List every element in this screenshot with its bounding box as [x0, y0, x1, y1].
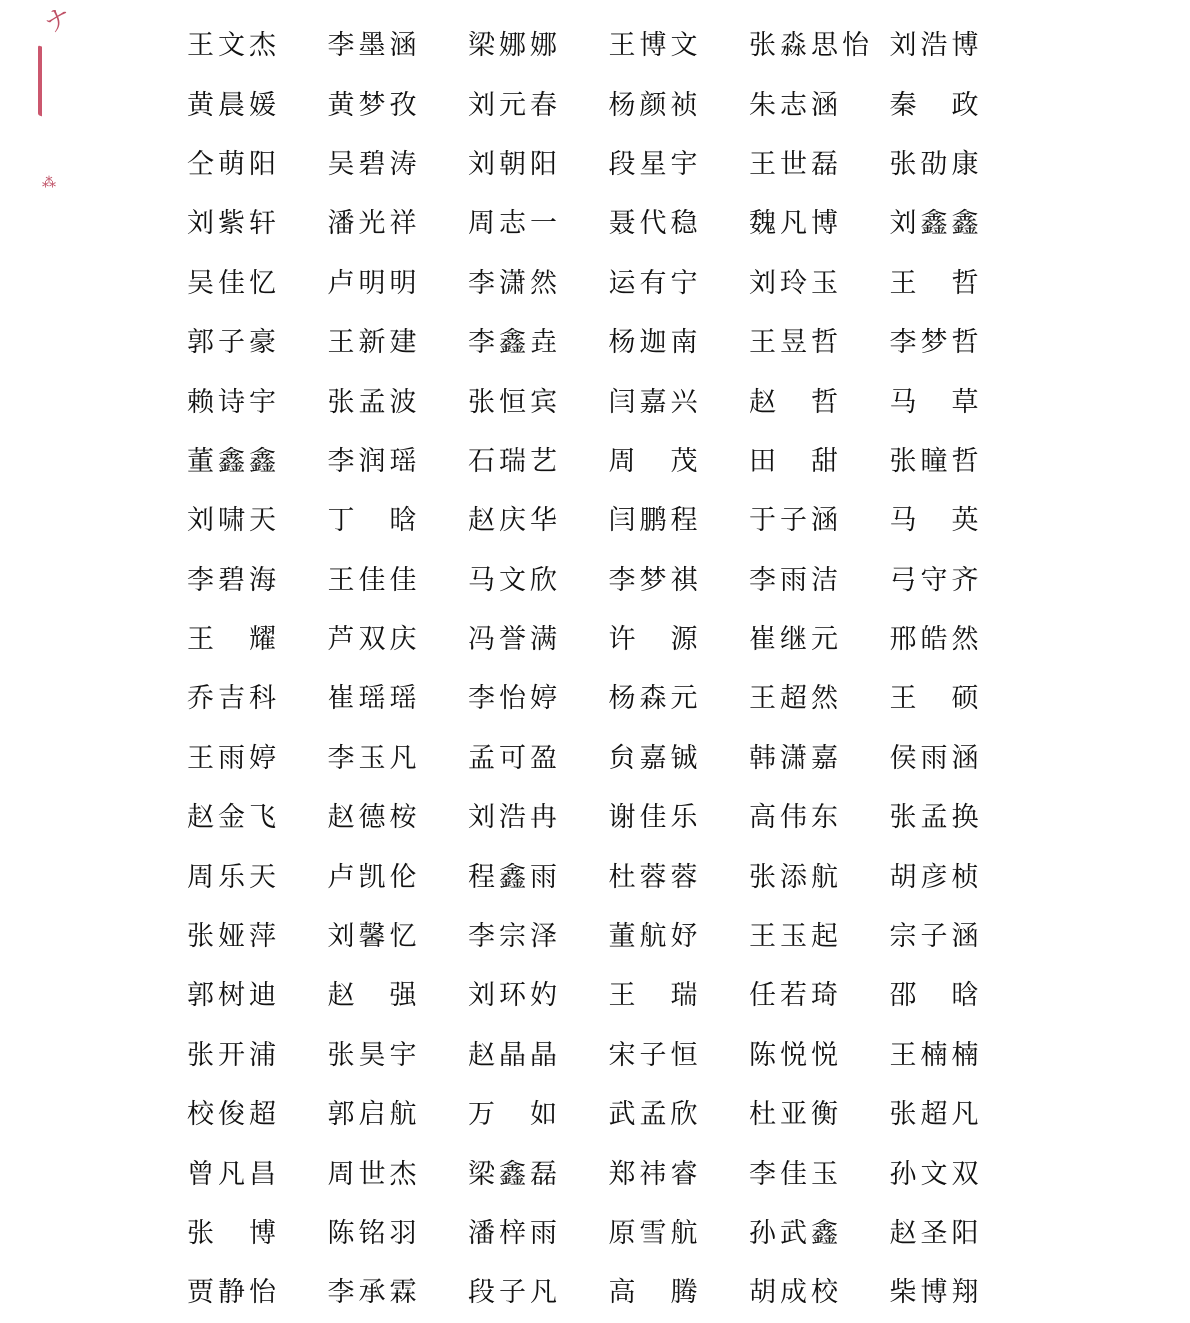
name-cell: 梁娜娜 — [468, 30, 561, 62]
name-cell: 王楠楠 — [889, 1039, 983, 1071]
name-cell: 刘馨忆 — [327, 921, 421, 953]
name-cell: 赵庆华 — [468, 505, 561, 537]
name-cell: 韩潇嘉 — [749, 742, 842, 774]
name-cell: 侯雨涵 — [889, 742, 983, 774]
name-cell: 王雨婷 — [187, 742, 280, 774]
name-cell: 郑祎睿 — [608, 1158, 702, 1190]
name-cell: 李润瑶 — [327, 445, 421, 477]
name-cell: 杨迦南 — [608, 327, 702, 359]
name-row — [187, 548, 1030, 607]
name-cell: 杨森元 — [608, 683, 702, 715]
name-cell: 刘浩博 — [889, 30, 983, 62]
name-cell: 王哲 — [889, 267, 1014, 299]
name-row — [187, 191, 1030, 250]
name-cell: 郭子豪 — [187, 327, 280, 359]
name-row — [187, 429, 1030, 488]
name-cell: 张瞳哲 — [889, 445, 983, 477]
name-cell: 刘紫轩 — [187, 208, 280, 240]
name-cell: 张昊宇 — [327, 1039, 421, 1071]
name-row — [187, 607, 1030, 666]
name-cell: 高伟东 — [749, 802, 842, 834]
name-cell: 崔继元 — [749, 624, 842, 656]
name-cell: 张淼思怡 — [749, 30, 873, 62]
name-cell: 郭启航 — [327, 1099, 421, 1131]
name-cell: 李怡婷 — [468, 683, 561, 715]
name-cell: 张博 — [187, 1218, 311, 1249]
name-cell: 贠嘉铖 — [608, 742, 702, 774]
name-row — [187, 369, 1030, 428]
name-cell: 黄晨媛 — [187, 89, 280, 121]
name-cell: 刘朝阳 — [468, 148, 561, 180]
name-cell: 聂代稳 — [608, 208, 702, 240]
name-cell: 李雨洁 — [749, 564, 842, 596]
name-cell: 张开浦 — [187, 1039, 280, 1071]
name-cell: 万如 — [468, 1099, 592, 1131]
name-cell: 任若琦 — [749, 980, 842, 1012]
name-cell: 杨颜祯 — [608, 89, 702, 121]
name-cell: 王世磊 — [749, 148, 842, 180]
name-cell: 李玉凡 — [327, 742, 421, 774]
name-cell: 周乐天 — [187, 861, 280, 893]
name-cell: 周茂 — [608, 445, 733, 477]
name-row — [187, 132, 1030, 191]
name-row — [187, 310, 1030, 369]
stamp-dot-icon: ⁂ — [42, 175, 57, 191]
name-cell: 王新建 — [327, 327, 421, 359]
name-cell: 宗子涵 — [889, 921, 983, 953]
name-row — [187, 785, 1030, 844]
name-cell: 刘啸天 — [187, 505, 280, 537]
name-cell: 赵圣阳 — [889, 1218, 983, 1249]
name-cell: 弓守齐 — [889, 564, 983, 596]
name-cell: 刘玲玉 — [749, 267, 842, 299]
name-cell: 赵金飞 — [187, 802, 280, 834]
name-cell: 乔吉科 — [187, 683, 280, 715]
name-cell: 赖诗宇 — [187, 386, 280, 418]
name-row — [187, 488, 1030, 547]
name-cell: 魏凡博 — [749, 208, 842, 240]
name-cell: 王文杰 — [187, 30, 280, 62]
name-cell: 李宗泽 — [468, 921, 561, 953]
name-cell: 李梦哲 — [889, 327, 983, 359]
name-cell: 贾静怡 — [187, 1277, 280, 1309]
name-cell: 刘浩冉 — [468, 802, 561, 834]
name-row — [187, 904, 1030, 963]
name-cell: 胡成校 — [749, 1277, 842, 1309]
name-row — [187, 1260, 1030, 1319]
name-cell: 周志一 — [468, 208, 561, 240]
name-row — [187, 1023, 1030, 1082]
name-cell: 孙文双 — [889, 1158, 983, 1190]
name-cell: 吴碧涛 — [327, 148, 421, 180]
name-cell: 李佳玉 — [749, 1158, 842, 1190]
name-cell: 张劭康 — [889, 148, 983, 180]
name-cell: 芦双庆 — [327, 624, 421, 656]
name-cell: 潘梓雨 — [468, 1218, 561, 1249]
name-cell: 程鑫雨 — [468, 861, 561, 893]
name-cell: 宋子恒 — [608, 1039, 702, 1071]
name-cell: 杜蓉蓉 — [608, 861, 702, 893]
name-row — [187, 13, 1030, 72]
name-cell: 石瑞艺 — [468, 445, 561, 477]
name-cell: 孙武鑫 — [749, 1218, 842, 1249]
name-cell: 潘光祥 — [327, 208, 421, 240]
name-cell: 李潇然 — [468, 267, 561, 299]
name-cell: 王玉起 — [749, 921, 842, 953]
name-cell: 李鑫垚 — [468, 327, 561, 359]
name-cell: 原雪航 — [608, 1218, 702, 1249]
name-cell: 赵强 — [327, 980, 452, 1012]
name-list-table — [187, 13, 1030, 1320]
name-cell: 王昱哲 — [749, 327, 842, 359]
name-cell: 李碧海 — [187, 564, 280, 596]
name-cell: 赵德桉 — [327, 802, 421, 834]
name-cell: 李墨涵 — [327, 30, 421, 62]
name-cell: 段星宇 — [608, 148, 702, 180]
name-cell: 赵哲 — [749, 386, 873, 418]
name-cell: 梁鑫磊 — [468, 1158, 561, 1190]
name-cell: 董航妤 — [608, 921, 702, 953]
name-cell: 张恒宾 — [468, 386, 561, 418]
name-cell: 董鑫鑫 — [187, 445, 280, 477]
name-cell: 刘环妁 — [468, 980, 561, 1012]
name-cell: 孟可盈 — [468, 742, 561, 774]
name-cell: 王耀 — [187, 624, 311, 656]
name-cell: 段子凡 — [468, 1277, 561, 1309]
name-row — [187, 666, 1030, 725]
name-row — [187, 726, 1030, 785]
name-cell: 张超凡 — [889, 1099, 983, 1131]
name-list-body — [187, 13, 1030, 1320]
name-row — [187, 1201, 1030, 1260]
name-cell: 胡彦桢 — [889, 861, 983, 893]
name-cell: 朱志涵 — [749, 89, 842, 121]
page-margin — [0, 0, 77, 1323]
name-cell: 谢佳乐 — [608, 802, 702, 834]
name-cell: 陈悦悦 — [749, 1039, 842, 1071]
name-cell: 马英 — [889, 505, 1014, 537]
name-cell: 黄梦孜 — [327, 89, 421, 121]
name-cell: 张添航 — [749, 861, 842, 893]
name-cell: 柴博翔 — [889, 1277, 983, 1309]
name-cell: 邢皓然 — [889, 624, 983, 656]
name-cell: 邵晗 — [889, 980, 1014, 1012]
name-cell: 吴佳忆 — [187, 267, 280, 299]
name-cell: 于子涵 — [749, 505, 842, 537]
name-cell: 许源 — [608, 624, 733, 656]
name-cell: 冯誉满 — [468, 624, 561, 656]
name-cell: 马文欣 — [468, 564, 561, 596]
name-cell: 郭树迪 — [187, 980, 280, 1012]
name-cell: 高腾 — [608, 1277, 733, 1309]
stamp-fragment-icon: ナ — [39, 1, 77, 40]
name-cell: 卢明明 — [327, 267, 421, 299]
name-row — [187, 1141, 1030, 1200]
name-cell: 闫嘉兴 — [608, 386, 702, 418]
name-cell: 李梦祺 — [608, 564, 702, 596]
name-row — [187, 844, 1030, 903]
name-cell: 秦政 — [889, 89, 1014, 121]
name-cell: 周世杰 — [327, 1158, 421, 1190]
name-row — [187, 251, 1030, 310]
name-cell: 运有宁 — [608, 267, 702, 299]
name-row — [187, 72, 1030, 131]
name-cell: 王瑞 — [608, 980, 733, 1012]
name-cell: 闫鹏程 — [608, 505, 702, 537]
name-cell: 马草 — [889, 386, 1014, 418]
name-cell: 仝萌阳 — [187, 148, 280, 180]
name-cell: 武孟欣 — [608, 1099, 702, 1131]
name-cell: 杜亚衡 — [749, 1099, 842, 1131]
name-cell: 刘元春 — [468, 89, 561, 121]
name-row — [187, 1082, 1030, 1141]
name-cell: 崔瑶瑶 — [327, 683, 421, 715]
name-cell: 张孟换 — [889, 802, 983, 834]
name-cell: 曾凡昌 — [187, 1158, 280, 1190]
name-cell: 田甜 — [749, 445, 873, 477]
name-cell: 赵晶晶 — [468, 1039, 561, 1071]
name-cell: 王硕 — [889, 683, 1014, 715]
name-cell: 王超然 — [749, 683, 842, 715]
name-cell: 张孟波 — [327, 386, 421, 418]
name-cell: 陈铭羽 — [327, 1218, 421, 1249]
name-cell: 张娅萍 — [187, 921, 280, 953]
name-cell: 校俊超 — [187, 1099, 280, 1131]
name-cell: 丁晗 — [327, 505, 452, 537]
stamp-stroke-icon — [38, 45, 54, 121]
name-cell: 王佳佳 — [327, 564, 421, 596]
name-row — [187, 963, 1030, 1022]
name-cell: 卢凯伦 — [327, 861, 421, 893]
name-cell: 李承霖 — [327, 1277, 421, 1309]
name-cell: 王博文 — [608, 30, 702, 62]
name-cell: 刘鑫鑫 — [889, 208, 983, 240]
